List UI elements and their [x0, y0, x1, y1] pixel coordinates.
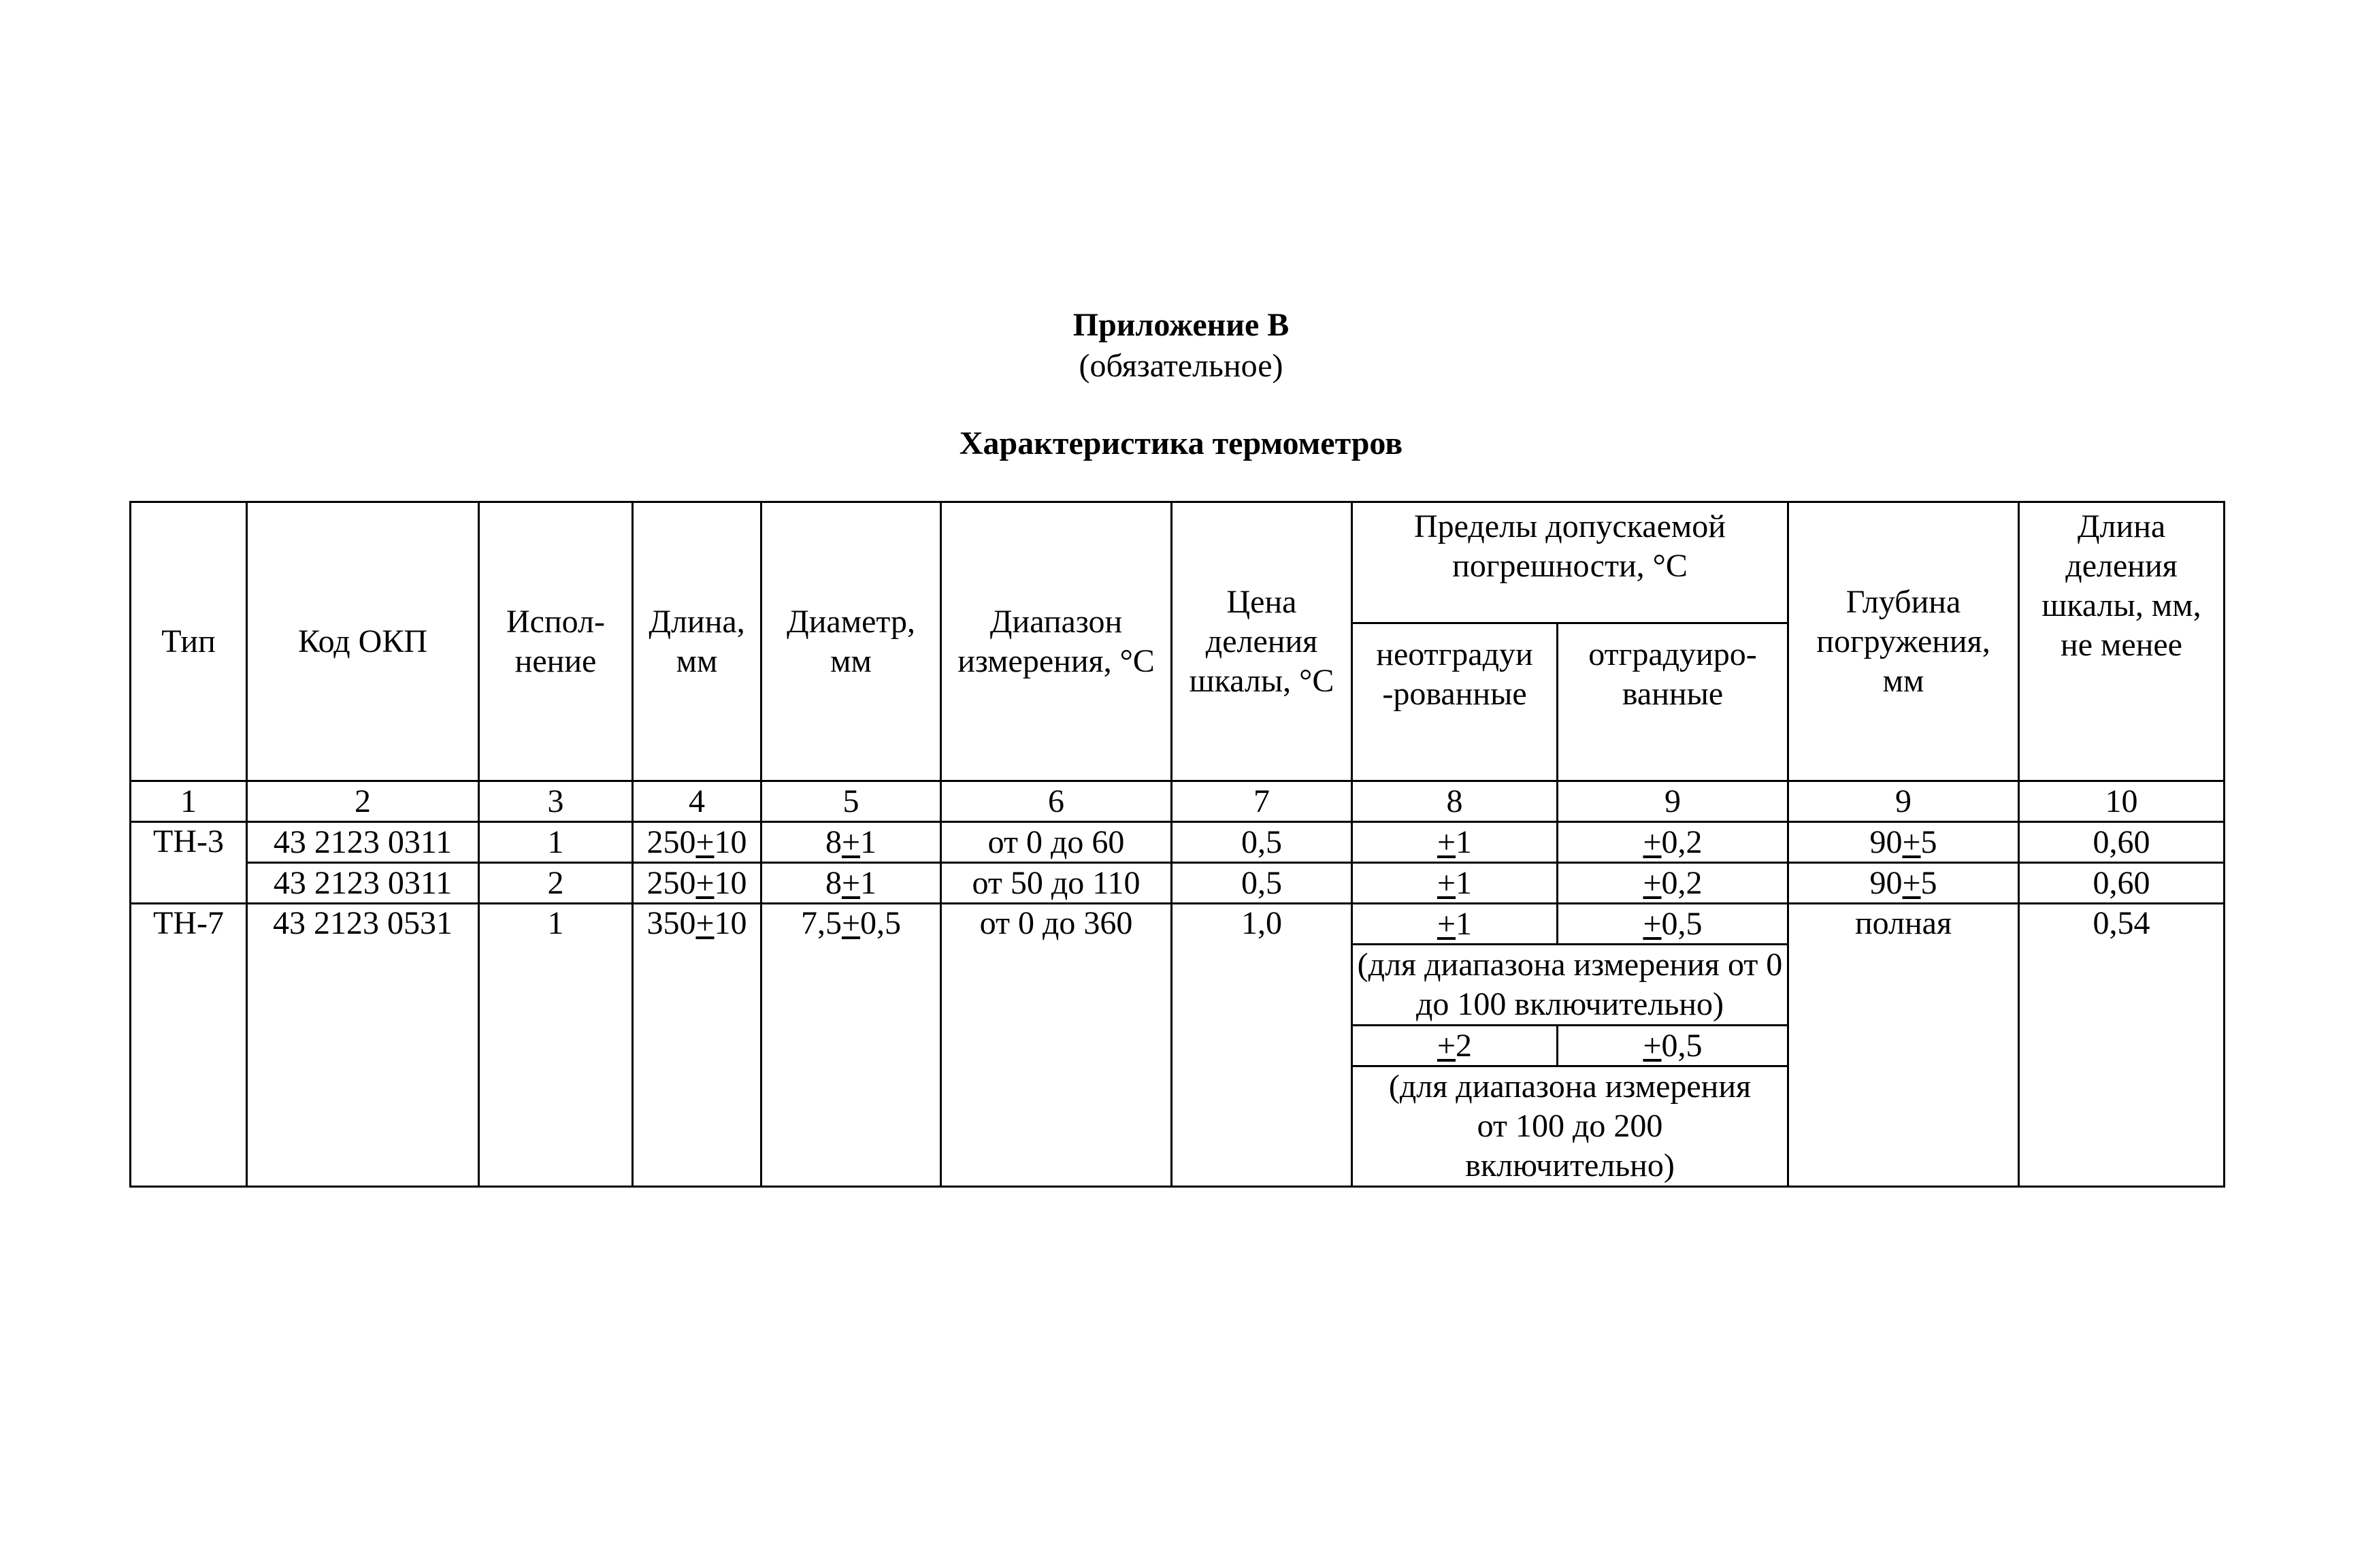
column-number: 7 [1172, 781, 1352, 822]
cell-depth: 90+5 [1788, 822, 2019, 863]
cell-diameter: 7,5+0,5 [761, 904, 941, 1187]
column-number: 2 [247, 781, 479, 822]
cell-error-graded: +0,5 [1558, 1026, 1788, 1066]
header-error-ungraded: неотградуи -рованные [1352, 623, 1558, 781]
cell-scale-length: 0,60 [2019, 822, 2225, 863]
column-number: 9 [1788, 781, 2019, 822]
header-type: Тип [131, 502, 247, 781]
cell-error-graded: +0,2 [1558, 822, 1788, 863]
cell-type: ТН-7 [131, 904, 247, 1187]
header-error-group: Пределы допускаемой погрешности, °С [1352, 502, 1788, 623]
cell-depth: 90+5 [1788, 863, 2019, 904]
cell-diameter: 8+1 [761, 863, 941, 904]
cell-error-ungraded: +2 [1352, 1026, 1558, 1066]
cell-range-note: (для диапазона измерения от 0 до 100 включительно) [1352, 945, 1788, 1026]
header-depth: Глубина погружения, мм [1788, 502, 2019, 781]
cell-scale-length: 0,60 [2019, 863, 2225, 904]
column-number: 1 [131, 781, 247, 822]
cell-scale-length: 0,54 [2019, 904, 2225, 1187]
cell-range: от 50 до 110 [941, 863, 1172, 904]
table-row [131, 822, 2225, 863]
cell-division: 1,0 [1172, 904, 1352, 1187]
cell-version: 1 [479, 904, 633, 1187]
cell-error-ungraded: +1 [1352, 904, 1558, 945]
column-number: 6 [941, 781, 1172, 822]
cell-length: 250+10 [633, 822, 761, 863]
cell-okp-code: 43 2123 0311 [247, 863, 479, 904]
cell-type: ТН-3 [131, 822, 247, 904]
cell-depth: полная [1788, 904, 2019, 1187]
column-number: 8 [1352, 781, 1558, 822]
column-number: 3 [479, 781, 633, 822]
cell-error-graded: +0,2 [1558, 863, 1788, 904]
cell-error-ungraded: +1 [1352, 822, 1558, 863]
appendix-title: Приложение В [1072, 307, 1290, 343]
header-diameter: Диаметр, мм [761, 502, 941, 781]
header-scale-length: Длина деления шкалы, мм, не менее [2019, 502, 2225, 781]
cell-range: от 0 до 60 [941, 822, 1172, 863]
cell-length: 250+10 [633, 863, 761, 904]
cell-okp-code: 43 2123 0311 [247, 822, 479, 863]
header-length: Длина, мм [633, 502, 761, 781]
column-number: 4 [633, 781, 761, 822]
header-error-graded: отградуиро-ванные [1558, 623, 1788, 781]
header-okp-code: Код ОКП [247, 502, 479, 781]
header-version: Испол-нение [479, 502, 633, 781]
header-range: Диапазон измерения, °С [941, 502, 1172, 781]
table-title: Характеристика термометров [959, 425, 1403, 461]
cell-length: 350+10 [633, 904, 761, 1187]
column-number: 10 [2019, 781, 2225, 822]
cell-division: 0,5 [1172, 822, 1352, 863]
cell-version: 2 [479, 863, 633, 904]
table-row [131, 904, 2225, 945]
cell-version: 1 [479, 822, 633, 863]
cell-diameter: 8+1 [761, 822, 941, 863]
cell-error-ungraded: +1 [1352, 863, 1558, 904]
cell-division: 0,5 [1172, 863, 1352, 904]
appendix-subtitle: (обязательное) [1079, 348, 1283, 384]
header-division: Цена деления шкалы, °С [1172, 502, 1352, 781]
table-row [131, 863, 2225, 904]
column-number-row [131, 781, 2225, 822]
cell-error-graded: +0,5 [1558, 904, 1788, 945]
column-number: 5 [761, 781, 941, 822]
column-number: 9 [1558, 781, 1788, 822]
cell-okp-code: 43 2123 0531 [247, 904, 479, 1187]
thermometer-spec-table [129, 501, 2225, 1188]
cell-range: от 0 до 360 [941, 904, 1172, 1187]
header-row [131, 502, 2225, 623]
cell-range-note: (для диапазона измерения от 100 до 200 включительно) [1352, 1066, 1788, 1187]
